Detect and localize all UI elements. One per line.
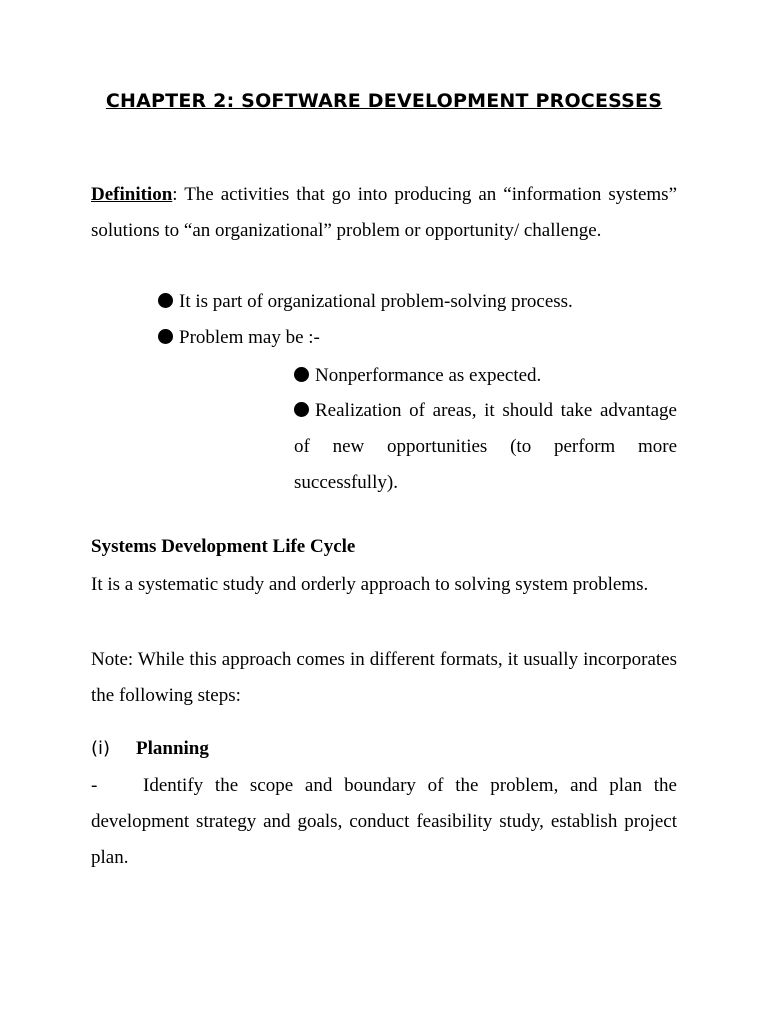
step-number: (i) [91, 738, 111, 759]
step-title: Planning [136, 738, 209, 759]
bullet-icon [294, 367, 309, 382]
chapter-title: CHAPTER 2: SOFTWARE DEVELOPMENT PROCESSES [105, 90, 663, 112]
step-description [91, 768, 677, 876]
bullet-item [158, 284, 573, 320]
sub-bullet-text: Realization of areas, it should take advantage of new opportunities (to perform more successfully). [294, 400, 677, 493]
step-heading [91, 731, 209, 767]
definition-term: Definition [91, 184, 173, 205]
sub-bullet-item [294, 358, 541, 394]
definition-text: : The activities that go into producing an “information systems” solutions to “an organizational” problem or opportunity/ challenge. [91, 184, 677, 241]
step-text: Identify the scope and boundary of the problem, and plan the development strategy and goals, conduct feasibility study, establish project plan. [91, 775, 677, 868]
definition-paragraph [91, 177, 677, 249]
step-dash: - [91, 775, 98, 796]
bullet-item [158, 320, 320, 356]
bullet-icon [294, 402, 309, 417]
sub-bullet-item [294, 393, 677, 501]
bullet-text: Problem may be :- [179, 327, 320, 348]
bullet-icon [158, 329, 173, 344]
sub-bullet-text: Nonperformance as expected. [315, 365, 542, 386]
bullet-icon [158, 293, 173, 308]
sdlc-heading: Systems Development Life Cycle [91, 536, 356, 557]
sdlc-description: It is a systematic study and orderly approach to solving system problems. [91, 574, 649, 595]
bullet-text: It is part of organizational problem-solving process. [179, 291, 573, 312]
sdlc-note: Note: While this approach comes in different formats, it usually incorporates the following steps: [91, 649, 677, 706]
